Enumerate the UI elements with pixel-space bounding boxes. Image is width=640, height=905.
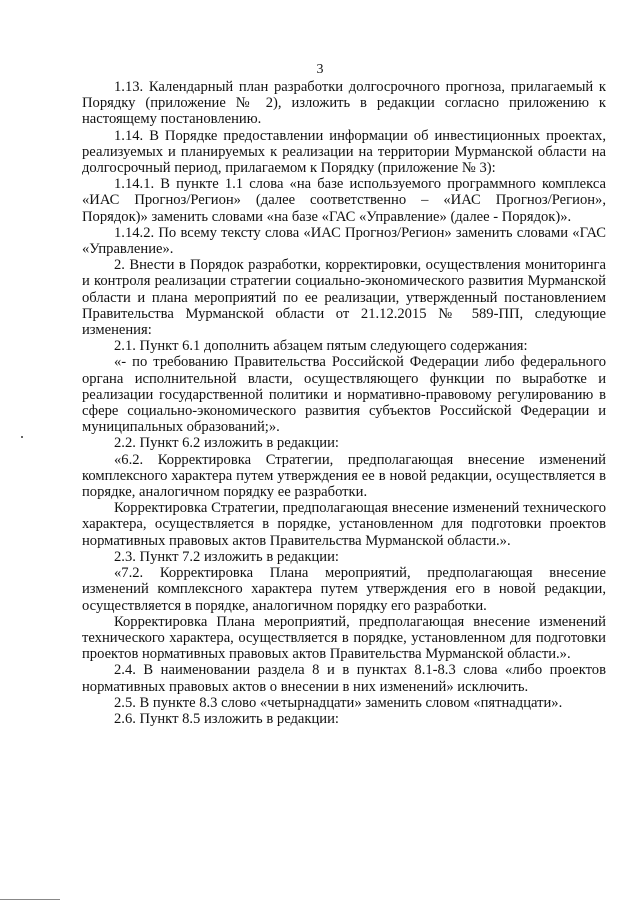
paragraph: 2.6. Пункт 8.5 изложить в редакции: (114, 710, 339, 727)
paragraph: 2.4. В наименовании раздела 8 и в пунктах 8.1-8.3 слова «либо проектов нормативных правовых актов о внесении в них изменений» исключить. (82, 662, 606, 695)
paragraph: 2.2. Пункт 6.2 изложить в редакции: (114, 435, 339, 452)
paragraph: 1.14.2. По всему тексту слова «ИАС Прогноз/Регион» заменить словами «ГАС «Управление». (82, 224, 606, 258)
document-body (82, 79, 606, 727)
footer-rule (0, 899, 60, 900)
paragraph: Корректировка Плана мероприятий, предполагающая внесение изменений технического характера, осуществляется в порядке, установленном для подготовки проектов нормативных правовых актов Правительства Мурманской области.». (82, 613, 606, 663)
margin-mark (21, 436, 23, 438)
paragraph: 2.5. В пункте 8.3 слово «четырнадцати» заменить словом «пятнадцати». (114, 694, 563, 711)
paragraph: «6.2. Корректировка Стратегии, предполагающая внесение изменений комплексного характера путем утверждения ее в новой редакции, осуществляется в порядке, аналогичном порядку ее разработки. (82, 451, 606, 501)
paragraph: 2.1. Пункт 6.1 дополнить абзацем пятым следующего содержания: (114, 338, 528, 355)
paragraph: «7.2. Корректировка Плана мероприятий, предполагающая внесение изменений комплексного характера путем утверждения его в новой редакции, осуществляется в порядке, аналогичном порядку его разработки. (82, 565, 606, 614)
page-number: 3 (316, 62, 324, 77)
paragraph: Корректировка Стратегии, предполагающая внесение изменений технического характера, осуществляется в порядке, установленном для подготовки проектов нормативных правовых актов Правительства Мурманской области.». (82, 500, 606, 549)
paragraph: 1.14.1. В пункте 1.1 слова «на базе используемого программного комплекса «ИАС Прогноз/Регион» (далее соответственно – «ИАС Прогноз/Регион», Порядок)» заменить словами «на базе «ГАС «Управление» (далее - Порядок)». (82, 176, 606, 225)
paragraph: 2.3. Пункт 7.2 изложить в редакции: (114, 548, 339, 565)
paragraph: 1.14. В Порядке предоставлении информации об инвестиционных проектах, реализуемых и планируемых к реализации на территории Мурманской области на долгосрочный период, прилагаемом к Порядку (приложение № 3): (82, 127, 606, 177)
paragraph: «- по требованию Правительства Российской Федерации либо федерального органа исполнительной власти, осуществляющего функции по выработке и реализации государственной политики и нормативно-правовому регулированию в сфере социально-экономического развития субъектов Российской Федерации и муниципальных образований;». (82, 354, 606, 436)
paragraph: 1.13. Календарный план разработки долгосрочного прогноза, прилагаемый к Порядку (приложение № 2), изложить в редакции согласно приложению к настоящему постановлению. (82, 79, 606, 128)
paragraph: 2. Внести в Порядок разработки, корректировки, осуществления мониторинга и контроля реализации стратегии социально-экономического развития Мурманской области и плана мероприятий по ее реализации, утвержденный постановлением Правительства Мурманской области от 21.12.2015 № 589-ПП, следующие изменения: (82, 257, 606, 339)
